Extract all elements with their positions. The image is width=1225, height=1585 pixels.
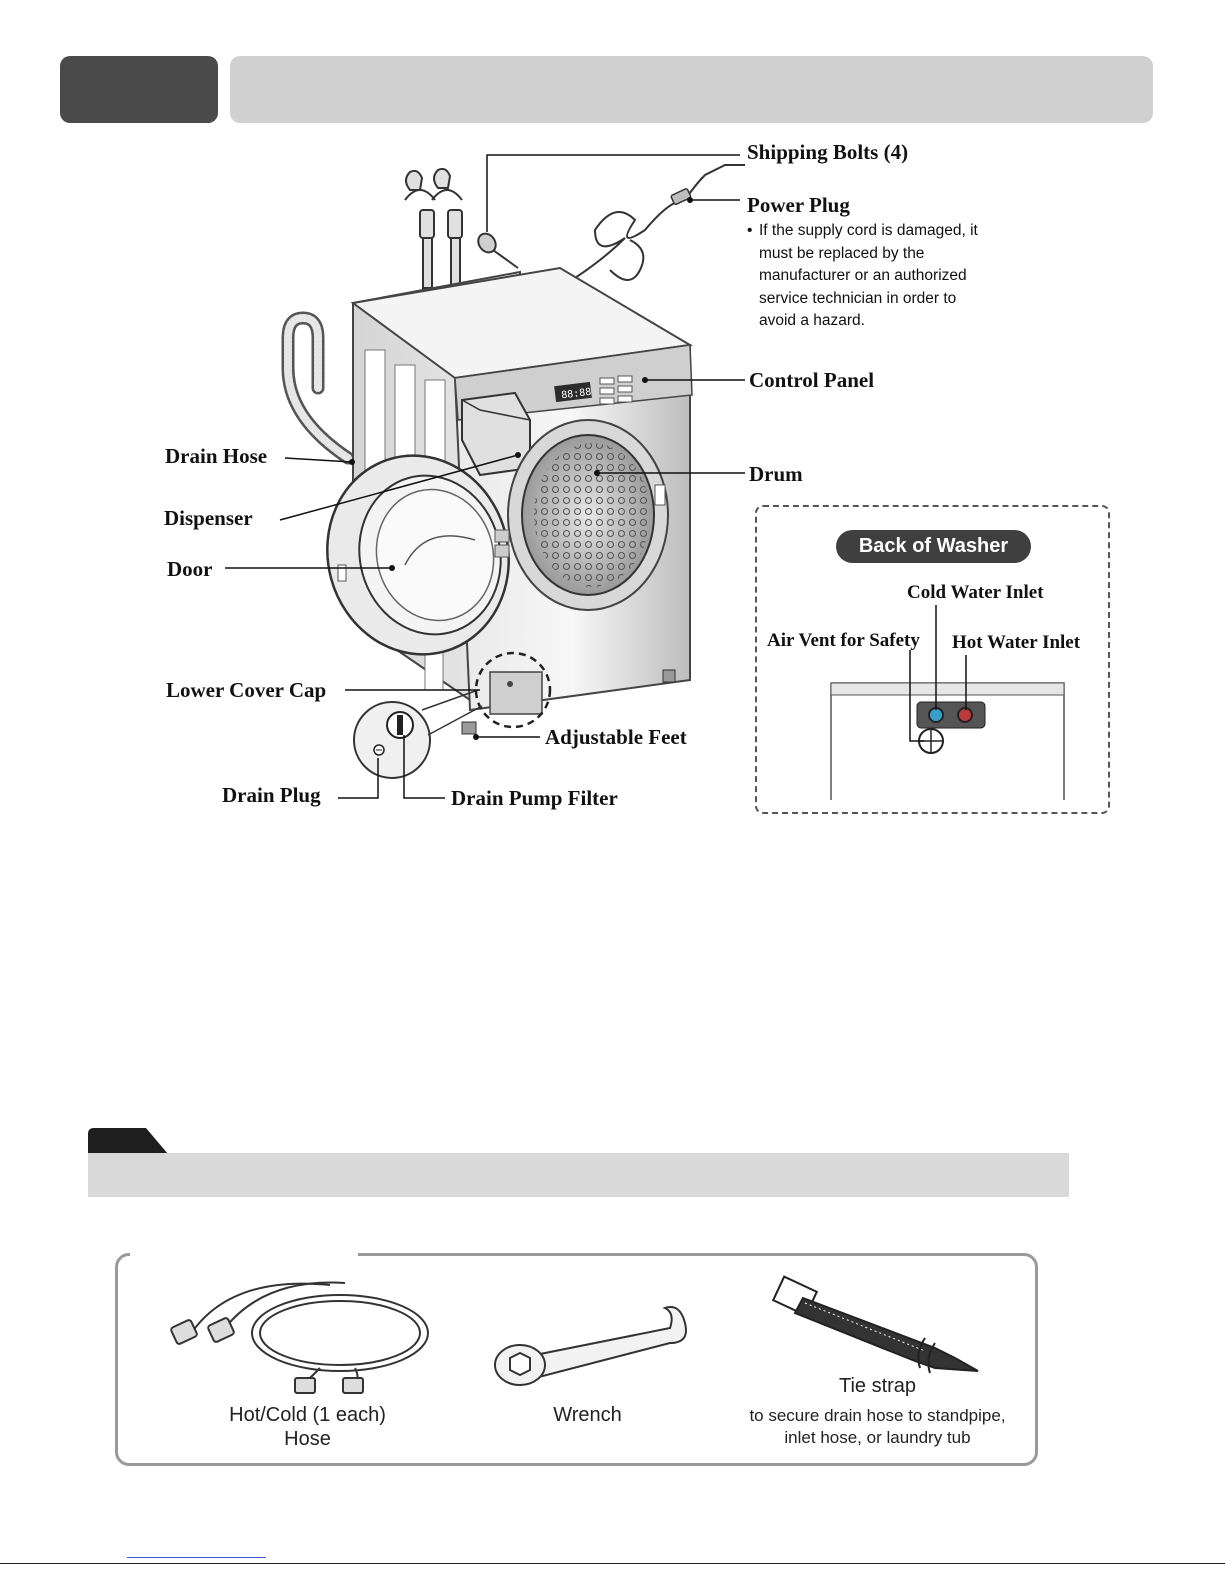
label-door: Door xyxy=(167,557,213,581)
wrench-label: Wrench xyxy=(553,1404,622,1426)
hose-label-line2: Hose xyxy=(284,1428,331,1450)
label-cold-water-inlet: Cold Water Inlet xyxy=(907,582,1044,603)
label-dispenser: Dispenser xyxy=(164,506,253,530)
lower-cover-cap xyxy=(490,672,542,714)
label-lower-cover-cap: Lower Cover Cap xyxy=(166,678,327,702)
label-power-plug: Power Plug xyxy=(747,193,850,217)
section-bar xyxy=(88,1153,1069,1197)
section-tab xyxy=(88,1128,168,1154)
tie-strap-label: Tie strap xyxy=(838,1375,917,1397)
power-plug-note xyxy=(747,220,997,333)
label-drain-plug: Drain Plug xyxy=(222,783,321,807)
label-air-vent: Air Vent for Safety xyxy=(767,630,920,651)
label-drum: Drum xyxy=(749,462,803,486)
label-adjustable-feet: Adjustable Feet xyxy=(545,725,687,749)
hose-label-line1: Hot/Cold (1 each) xyxy=(229,1404,386,1426)
label-drain-pump-filter: Drain Pump Filter xyxy=(451,786,618,810)
drum-holes xyxy=(534,443,650,587)
hose-icon xyxy=(170,1283,428,1393)
label-hot-water-inlet: Hot Water Inlet xyxy=(952,632,1081,653)
label-shipping-bolts: Shipping Bolts (4) xyxy=(747,140,909,164)
power-plug-note-text: If the supply cord is damaged, it must be replaced by the manufacturer or an authorized service technician in order to avoid a hazard. xyxy=(759,222,978,329)
bullet-icon: • xyxy=(747,222,753,239)
footer-rule xyxy=(0,1563,1225,1564)
tie-strap-desc-line2: inlet hose, or laundry tub xyxy=(784,1428,971,1447)
wrench-icon xyxy=(495,1307,686,1385)
label-drain-hose: Drain Hose xyxy=(165,444,268,468)
tie-strap-desc-line1: to secure drain hose to standpipe, xyxy=(749,1406,1006,1425)
adjustable-foot xyxy=(462,722,476,734)
shipping-bolt-icon xyxy=(475,230,518,268)
power-cord-icon xyxy=(575,165,745,278)
back-of-washer-title: Back of Washer xyxy=(836,530,1031,563)
drain-pump-inset xyxy=(354,702,430,778)
faucet-icon xyxy=(405,169,462,288)
label-control-panel: Control Panel xyxy=(749,368,875,392)
tie-strap-icon xyxy=(773,1277,978,1373)
footer-link-underline xyxy=(127,1557,266,1558)
svg-text:88:88: 88:88 xyxy=(560,386,592,402)
